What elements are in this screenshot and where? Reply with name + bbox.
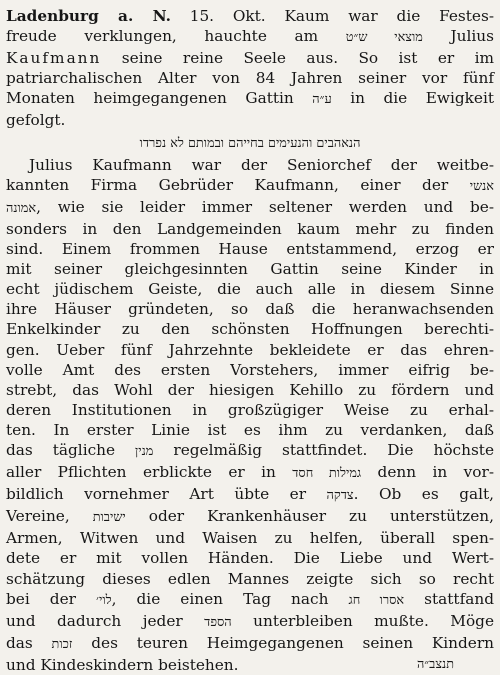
paragraph-line <box>6 259 494 279</box>
paragraph-line <box>6 340 494 360</box>
hebrew-term: זכות <box>51 636 73 652</box>
text-segment: Monaten heimgegangenen Gattin <box>6 89 313 108</box>
text-segment: seine reine Seele aus. So ist er im <box>101 49 494 68</box>
hebrew-term: ע״ה <box>312 92 332 108</box>
text-segment: kannten Firma Gebrüder Kaufmann, einer der <box>6 175 470 194</box>
hebrew-term: צדקה <box>326 488 354 504</box>
paragraph-line <box>6 6 494 26</box>
paragraph-line <box>6 48 494 68</box>
text-segment: . Ob es galt, <box>353 485 495 504</box>
paragraph-line <box>6 484 494 506</box>
text-segment: echt jüdischem Geiste, die auch alle in diesem Sinne <box>6 280 494 299</box>
dateline: Ladenburg a. N. <box>6 7 171 25</box>
text-segment: aller Pflichten erblickte er in <box>6 463 293 482</box>
hebrew-term: אמונה <box>6 200 37 216</box>
date: 15. Okt. <box>189 7 266 25</box>
paragraph-line <box>6 88 494 110</box>
paragraph-line <box>6 68 494 88</box>
text-segment: unterbleiben mußte. Möge <box>231 611 494 630</box>
text-segment: volle Amt des ersten Vorstehers, immer eifrig be- <box>6 360 494 379</box>
paragraph-line <box>6 400 494 420</box>
text-segment: patriarchalischen Alter von 84 Jahren seiner vor fünf <box>6 69 494 88</box>
text-segment: deren Institutionen in großzügiger Weise zu erhal- <box>6 400 494 419</box>
paragraph-line <box>6 506 494 528</box>
paragraph-line <box>6 589 494 611</box>
text-segment: Kaufmann <box>6 49 102 68</box>
text-segment: bildlich vornehmer Art übte er <box>6 485 327 504</box>
paragraph-line <box>6 175 494 197</box>
text-segment: oder Krankenhäuser zu unterstützen, <box>125 507 494 526</box>
text-segment: bei der <box>6 589 97 608</box>
text-segment: sind. Einem frommen Hause entstammend, erzog er <box>6 240 494 259</box>
hebrew-term: הספד <box>204 614 232 630</box>
text-segment: freude verklungen, hauchte am <box>6 27 346 46</box>
text-segment: des teuren Heimgegangenen seinen Kindern <box>72 633 495 652</box>
paragraph-line <box>6 319 494 339</box>
hebrew-term: אסרו חג <box>348 592 405 608</box>
hebrew-term: ישיבות <box>92 510 126 526</box>
text-segment: das <box>6 633 52 652</box>
paragraph-line <box>6 155 494 175</box>
paragraph-line <box>6 380 494 400</box>
text-segment: Vereine, <box>6 507 93 526</box>
hebrew-term: אנשי <box>469 178 494 194</box>
paragraph-line <box>6 462 494 484</box>
paragraph-line <box>6 26 494 48</box>
text-segment: ihre Häuser gründeten, so daß die heranwachsenden <box>6 300 494 319</box>
text-segment: mit seiner gleichgesinnten Gattin seine Kinder in <box>6 260 494 279</box>
paragraph-line <box>6 360 494 380</box>
text-segment: strebt, das Wohl der hiesigen Kehillo zu fördern und <box>6 380 494 399</box>
text-segment: schätzung dieses edlen Mannes zeigte sich so recht <box>6 569 494 588</box>
hebrew-quote: הנאהבים והנעימים בחייהם ובמותם לא נפרדו <box>139 135 361 151</box>
text-segment: und dadurch jeder <box>6 611 205 630</box>
text-segment: sonders in den Landgemeinden kaum mehr zu finden <box>6 219 494 238</box>
closing-abbreviation: תנצב״ה <box>416 656 454 672</box>
text-segment: das tägliche <box>6 440 136 459</box>
text-segment: , die einen Tag nach <box>111 589 349 608</box>
text-segment: ten. In erster Linie ist es ihm zu verdanken, daß <box>6 420 494 439</box>
text-segment: Kaum war die Festes- <box>284 7 494 25</box>
hebrew-term: לוי׳ <box>96 592 112 608</box>
paragraph-line <box>6 528 494 548</box>
paragraph-line <box>6 420 494 440</box>
paragraph-line <box>6 239 494 259</box>
text-segment: Enkelkinder zu den schönsten Hoffnungen berechti- <box>6 320 494 339</box>
text-segment: denn in vor- <box>361 463 494 482</box>
text-segment: in die Ewigkeit <box>331 89 494 108</box>
text-segment: gen. Ueber fünf Jahrzehnte bekleidete er das ehren- <box>6 340 494 359</box>
paragraph-line <box>6 633 494 655</box>
paragraph-line <box>6 569 494 589</box>
paragraph-line <box>6 197 494 219</box>
text-segment: Armen, Witwen und Waisen zu helfen, überall spen- <box>6 529 494 548</box>
article-column <box>6 6 494 675</box>
paragraph-line <box>6 440 494 462</box>
hebrew-term: מוצאי ש״ט <box>345 30 423 46</box>
hebrew-term: מנין <box>135 443 154 459</box>
paragraph-line <box>6 110 494 130</box>
paragraph-line <box>6 279 494 299</box>
paragraph-line <box>6 548 494 568</box>
hebrew-term: גמילות חסד <box>292 466 362 482</box>
text-segment: gefolgt. <box>6 111 66 130</box>
paragraph-line <box>6 611 494 633</box>
text-segment: , wie sie leider immer seltener werden und be- <box>36 197 494 216</box>
text-segment: dete er mit vollen Händen. Die Liebe und Wert- <box>6 549 494 568</box>
paragraph-line <box>6 219 494 239</box>
paragraph-line <box>6 655 494 675</box>
text-segment: stattfand <box>404 589 495 608</box>
paragraph-line <box>6 299 494 319</box>
text-segment: Julius <box>422 27 494 46</box>
text-segment: Julius Kaufmann war der Seniorchef der weitbe- <box>29 155 494 174</box>
text-segment: regelmäßig stattfindet. Die höchste <box>153 440 494 459</box>
text-segment: und Kindeskindern beistehen. <box>6 655 239 674</box>
